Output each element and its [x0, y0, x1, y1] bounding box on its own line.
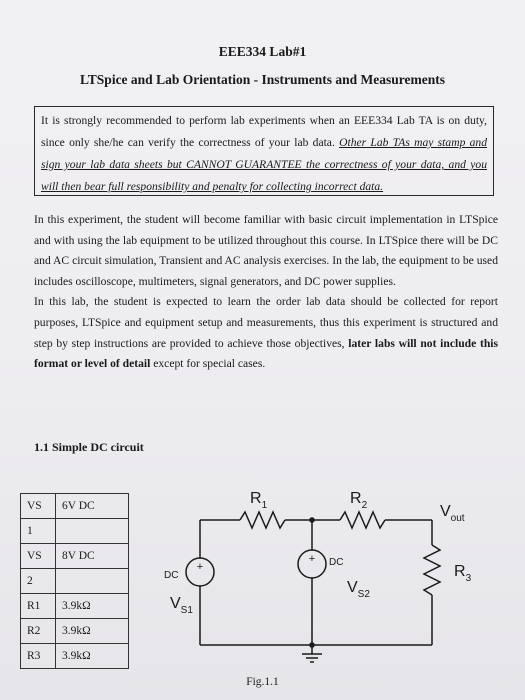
intro-paragraph-1: In this experiment, the student will become familiar with basic circuit implementation in LTSpice and with using the lab equipment to be utilized throughout this course. In LTSpice there will be DC and AC circuit simulation, Transient and AC analysis exercises. In the lab, the equipment to be used includes oscilloscope, multimeters, signal generators, and DC power supplies. [34, 213, 498, 288]
dc1-label: DC [164, 570, 179, 581]
table-row [21, 494, 129, 519]
r2-label: $R_2$ [350, 490, 368, 511]
table-row [21, 519, 129, 544]
table-row [21, 644, 129, 669]
component-value: 3.9kΩ [56, 619, 129, 644]
section-heading: 1.1 Simple DC circuit [34, 440, 144, 454]
intro-text [34, 210, 498, 375]
notice-box [34, 106, 494, 196]
vs2-label: $V_{S2}$ [347, 579, 370, 600]
component-value: 3.9kΩ [56, 594, 129, 619]
component-name: R3 [21, 644, 56, 669]
component-value: 3.9kΩ [56, 644, 129, 669]
figure-caption: Fig.1.1 [246, 676, 279, 688]
r1-label: $R_1$ [250, 490, 268, 511]
page-subtitle: LTSpice and Lab Orientation - Instruments and Measurements [80, 72, 445, 87]
component-name: R2 [21, 619, 56, 644]
intro-paragraph-2-end: except for special cases. [150, 357, 266, 371]
table-row [21, 619, 129, 644]
component-value: 6V DC [56, 494, 129, 519]
vs1-plus-sign: + [196, 561, 204, 573]
vs1-label: $V_{S1}$ [170, 595, 193, 616]
r1-resistor [240, 512, 285, 528]
component-value: 8V DC [56, 544, 129, 569]
table-row [21, 544, 129, 569]
node-dot [309, 642, 315, 648]
r2-resistor [340, 512, 385, 528]
component-value-empty [56, 569, 129, 594]
notice-text: It is strongly recommended to perform lab experiments when an EEE334 Lab TA is on duty, since only she/he can verify the correctness of your lab data. [41, 114, 487, 149]
component-name: VS [21, 544, 56, 569]
component-table [20, 493, 129, 669]
intro-paragraph-2 [34, 292, 498, 374]
component-value-empty [56, 519, 129, 544]
dc2-label: DC [329, 557, 344, 568]
table-row [21, 594, 129, 619]
r3-resistor [424, 545, 440, 595]
table-row [21, 569, 129, 594]
node-dot [309, 517, 315, 523]
component-name-cont: 1 [21, 519, 56, 544]
vs2-plus-sign: + [308, 553, 316, 565]
component-name: R1 [21, 594, 56, 619]
page-title: EEE334 Lab#1 [218, 44, 307, 59]
vout-label: $V_{out}$ [440, 503, 465, 524]
component-name-cont: 2 [21, 569, 56, 594]
component-name: VS [21, 494, 56, 519]
r3-label: $R_3$ [454, 563, 472, 584]
circuit-diagram [140, 470, 525, 680]
intro-paragraph-2-text: In this lab, the student is expected to learn the order lab data should be collected for report purposes, LTSpice and equipment setup and measurements, thus this experiment is structured and step by step instructions are provided to achieve those objectives, [34, 295, 498, 350]
notice-emphasis: Other Lab TAs may stamp and sign your lab data sheets but CANNOT GUARANTEE the correctness of your data, and you will then bear full responsibility and penalty for collecting incorrect data. [41, 136, 488, 193]
intro-paragraph-2-bold: later labs will not include this format or level of detail [34, 336, 498, 371]
